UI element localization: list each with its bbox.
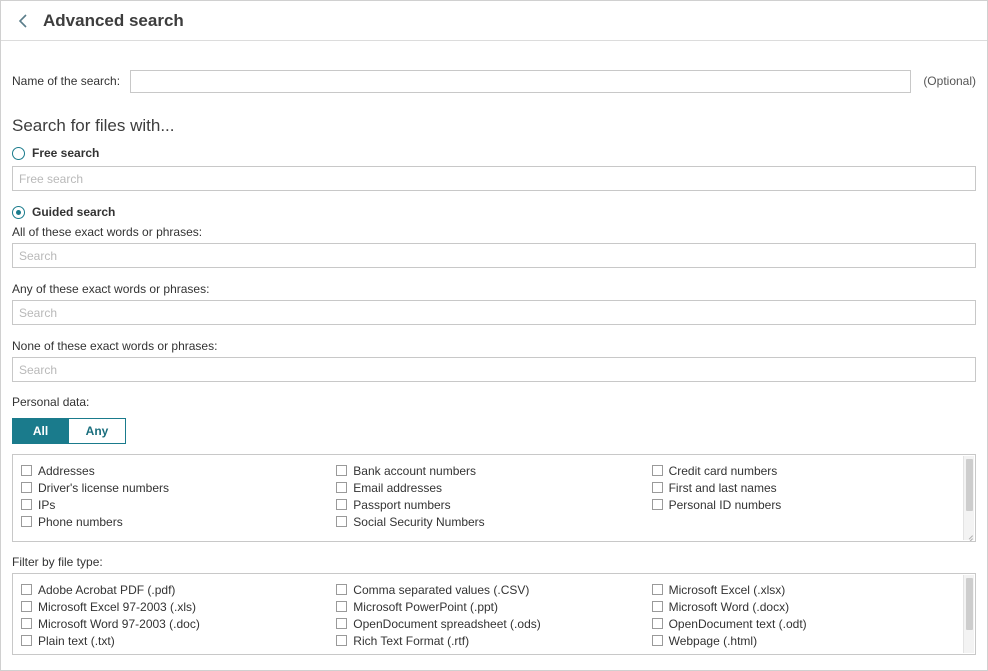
checkbox-drivers-license-numbers[interactable] — [21, 479, 336, 496]
file-type-column-2 — [336, 581, 651, 649]
checkbox-icon[interactable] — [21, 499, 32, 510]
checkbox-label: Microsoft Excel 97-2003 (.xls) — [38, 599, 197, 614]
checkbox-label: Credit card numbers — [668, 463, 778, 478]
checkbox-social-security-numbers[interactable] — [336, 513, 651, 530]
checkbox-icon[interactable] — [336, 618, 347, 629]
checkbox-label: OpenDocument text (.odt) — [668, 616, 807, 631]
checkbox-icon[interactable] — [652, 482, 663, 493]
checkbox-label: Passport numbers — [353, 497, 451, 512]
checkbox-ods[interactable] — [336, 615, 651, 632]
any-words-input[interactable] — [12, 300, 976, 325]
personal-data-column-1 — [21, 462, 336, 530]
checkbox-icon[interactable] — [652, 584, 663, 595]
checkbox-icon[interactable] — [336, 635, 347, 646]
guided-search-label: Guided search — [32, 205, 116, 219]
chevron-left-icon[interactable] — [13, 11, 33, 31]
checkbox-txt[interactable] — [21, 632, 336, 649]
checkbox-credit-card-numbers[interactable] — [652, 462, 967, 479]
search-name-label: Name of the search: — [12, 74, 121, 88]
checkbox-label: Email addresses — [353, 480, 443, 495]
file-type-column-3 — [652, 581, 967, 649]
personal-data-column-3 — [652, 462, 967, 530]
personal-data-toggle[interactable] — [12, 418, 126, 444]
free-search-input[interactable] — [12, 166, 976, 191]
toggle-any-button[interactable]: Any — [69, 419, 125, 443]
checkbox-rtf[interactable] — [336, 632, 651, 649]
all-words-label: All of these exact words or phrases: — [12, 225, 203, 239]
checkbox-icon[interactable] — [652, 499, 663, 510]
checkbox-addresses[interactable] — [21, 462, 336, 479]
checkbox-icon[interactable] — [21, 635, 32, 646]
checkbox-icon[interactable] — [652, 635, 663, 646]
guided-search-radio-row[interactable] — [12, 205, 976, 219]
checkbox-label: First and last names — [668, 480, 777, 495]
checkbox-icon[interactable] — [652, 601, 663, 612]
checkbox-pdf[interactable] — [21, 581, 336, 598]
checkbox-email-addresses[interactable] — [336, 479, 651, 496]
guided-search-radio[interactable] — [12, 206, 25, 219]
checkbox-csv[interactable] — [336, 581, 651, 598]
checkbox-label: IPs — [38, 497, 56, 512]
checkbox-ppt[interactable] — [336, 598, 651, 615]
checkbox-label: OpenDocument spreadsheet (.ods) — [353, 616, 541, 631]
section-title: Search for files with... — [12, 116, 175, 135]
free-search-radio[interactable] — [12, 147, 25, 160]
checkbox-label: Phone numbers — [38, 514, 123, 529]
checkbox-label: Microsoft Word 97-2003 (.doc) — [38, 616, 200, 631]
search-name-input[interactable] — [130, 70, 911, 93]
personal-data-scrollbar[interactable] — [963, 456, 974, 540]
scrollbar-thumb[interactable] — [966, 578, 973, 630]
checkbox-icon[interactable] — [21, 465, 32, 476]
free-search-label: Free search — [32, 146, 100, 160]
checkbox-icon[interactable] — [336, 465, 347, 476]
checkbox-doc[interactable] — [21, 615, 336, 632]
page-content — [1, 64, 987, 655]
checkbox-label: Social Security Numbers — [353, 514, 485, 529]
page-title: Advanced search — [43, 10, 184, 30]
checkbox-passport-numbers[interactable] — [336, 496, 651, 513]
none-words-input[interactable] — [12, 357, 976, 382]
checkbox-label: Personal ID numbers — [668, 497, 782, 512]
checkbox-icon[interactable] — [336, 482, 347, 493]
checkbox-label: Driver's license numbers — [38, 480, 169, 495]
checkbox-label: Microsoft Excel (.xlsx) — [668, 582, 786, 597]
resize-grip-icon[interactable] — [964, 531, 973, 540]
checkbox-label: Adobe Acrobat PDF (.pdf) — [38, 582, 176, 597]
checkbox-odt[interactable] — [652, 615, 967, 632]
checkbox-bank-account-numbers[interactable] — [336, 462, 651, 479]
checkbox-first-and-last-names[interactable] — [652, 479, 967, 496]
checkbox-icon[interactable] — [652, 618, 663, 629]
checkbox-label: Plain text (.txt) — [38, 633, 115, 648]
checkbox-docx[interactable] — [652, 598, 967, 615]
file-type-panel — [12, 573, 976, 655]
checkbox-label: Microsoft PowerPoint (.ppt) — [353, 599, 499, 614]
checkbox-label: Microsoft Word (.docx) — [668, 599, 790, 614]
file-type-label: Filter by file type: — [12, 555, 103, 569]
checkbox-icon[interactable] — [336, 516, 347, 527]
none-words-label: None of these exact words or phrases: — [12, 339, 218, 353]
personal-data-column-2 — [336, 462, 651, 530]
checkbox-xlsx[interactable] — [652, 581, 967, 598]
toggle-all-button[interactable]: All — [13, 419, 69, 443]
personal-data-label: Personal data: — [12, 395, 90, 409]
checkbox-xls[interactable] — [21, 598, 336, 615]
free-search-radio-row[interactable] — [12, 146, 976, 160]
checkbox-icon[interactable] — [21, 584, 32, 595]
checkbox-icon[interactable] — [336, 499, 347, 510]
checkbox-label: Rich Text Format (.rtf) — [353, 633, 470, 648]
all-words-input[interactable] — [12, 243, 976, 268]
checkbox-html[interactable] — [652, 632, 967, 649]
checkbox-icon[interactable] — [21, 618, 32, 629]
checkbox-icon[interactable] — [336, 601, 347, 612]
checkbox-label: Webpage (.html) — [668, 633, 758, 648]
checkbox-icon[interactable] — [336, 584, 347, 595]
checkbox-label: Comma separated values (.CSV) — [353, 582, 530, 597]
checkbox-label: Bank account numbers — [353, 463, 477, 478]
file-type-column-1 — [21, 581, 336, 649]
scrollbar-thumb[interactable] — [966, 459, 973, 511]
checkbox-icon[interactable] — [21, 601, 32, 612]
checkbox-icon[interactable] — [652, 465, 663, 476]
optional-hint: (Optional) — [923, 74, 976, 88]
file-type-scrollbar[interactable] — [963, 575, 974, 653]
checkbox-phone-numbers[interactable] — [21, 513, 336, 530]
personal-data-panel — [12, 454, 976, 542]
checkbox-icon[interactable] — [21, 482, 32, 493]
checkbox-icon[interactable] — [21, 516, 32, 527]
checkbox-ips[interactable] — [21, 496, 336, 513]
window-header — [1, 1, 987, 41]
any-words-label: Any of these exact words or phrases: — [12, 282, 210, 296]
checkbox-label: Addresses — [38, 463, 95, 478]
checkbox-personal-id-numbers[interactable] — [652, 496, 967, 513]
search-name-row — [12, 64, 976, 98]
